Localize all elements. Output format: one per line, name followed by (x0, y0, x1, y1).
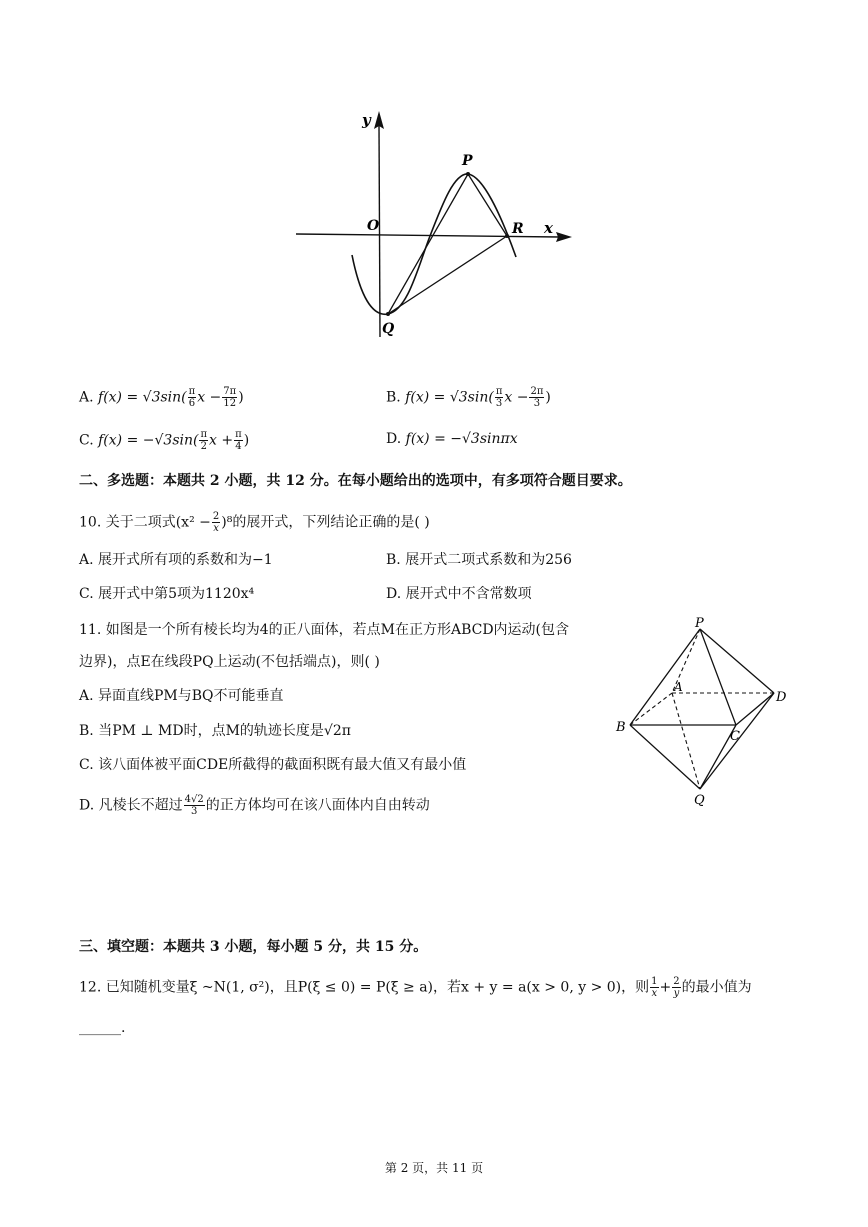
octahedron-figure (608, 615, 798, 815)
q11-stem-line1: 11. 如图是一个所有棱长均为4的正八面体，若点M在正方形ABCD内运动(包含 (79, 622, 570, 638)
octa-b-label: B (616, 720, 626, 735)
q10-stem: 10. 关于二项式(x² − $\frac{2}{x}$ )⁸的展开式，下列结论正确的是( ) (79, 511, 430, 534)
q9-option-d: D. f(x) = −√3sinπx (386, 431, 518, 447)
q12-answer-blank: ______. (79, 1020, 126, 1036)
octa-q-label: Q (694, 793, 705, 808)
q9-option-c: C. f(x) = −√3sin( $\frac{\pi}{2}$ x + $\frac{\pi}{4}$ ) (79, 429, 250, 452)
graph-y-label: y (362, 111, 371, 129)
graph-p-label: P (462, 153, 473, 169)
q11-stem-line2: 边界)，点E在线段PQ上运动(不包括端点)，则( ) (79, 654, 380, 670)
q9-option-a: A. f(x) = √3sin( $\frac{\pi}{6}$ x − $\frac{7\pi}{12}$ ) (79, 386, 244, 409)
graph-r-label: R (512, 221, 524, 237)
octa-p-label: P (695, 616, 704, 631)
graph-x-label: x (544, 219, 553, 237)
octa-c-label: C (730, 729, 740, 744)
q10-option-b: B. 展开式二项式系数和为256 (386, 552, 572, 568)
q12-stem: 12. 已知随机变量ξ ~N(1, σ²)，且P(ξ ≤ 0) = P(ξ ≥ a)，若x + y = a(x > 0, y > 0)，则 $\frac{1}{x}$ + $\frac{2}{y}$ 的最小值为 (79, 976, 752, 999)
octa-a-label: A (674, 680, 683, 694)
section3-title: 三、填空题：本题共 3 小题，每小题 5 分，共 15 分。 (79, 939, 428, 955)
q11-option-a: A. 异面直线PM与BQ不可能垂直 (79, 688, 284, 704)
q11-option-b: B. 当PM ⊥ MD时，点M的轨迹长度是√2π (79, 723, 351, 739)
q10-option-a: A. 展开式所有项的系数和为−1 (79, 552, 273, 568)
octa-d-label: D (776, 690, 787, 705)
sine-graph-figure (290, 105, 580, 345)
q11-option-d: D. 凡棱长不超过 $\frac{4√2}{3}$ 的正方体均可在该八面体内自由转动 (79, 794, 430, 817)
q11-option-c: C. 该八面体被平面CDE所截得的截面积既有最大值又有最小值 (79, 757, 467, 773)
section2-title: 二、多选题：本题共 2 小题，共 12 分。在每小题给出的选项中，有多项符合题目要求。 (79, 473, 632, 489)
q10-option-c: C. 展开式中第5项为1120x⁴ (79, 586, 255, 602)
page-footer: 第 2 页，共 11 页 (384, 1161, 484, 1175)
q10-option-d: D. 展开式中不含常数项 (386, 586, 532, 602)
graph-origin-label: O (367, 218, 380, 234)
graph-q-label: Q (382, 321, 395, 337)
q9-option-b: B. f(x) = √3sin( $\frac{\pi}{3}$ x − $\frac{2\pi}{3}$ ) (386, 386, 551, 409)
